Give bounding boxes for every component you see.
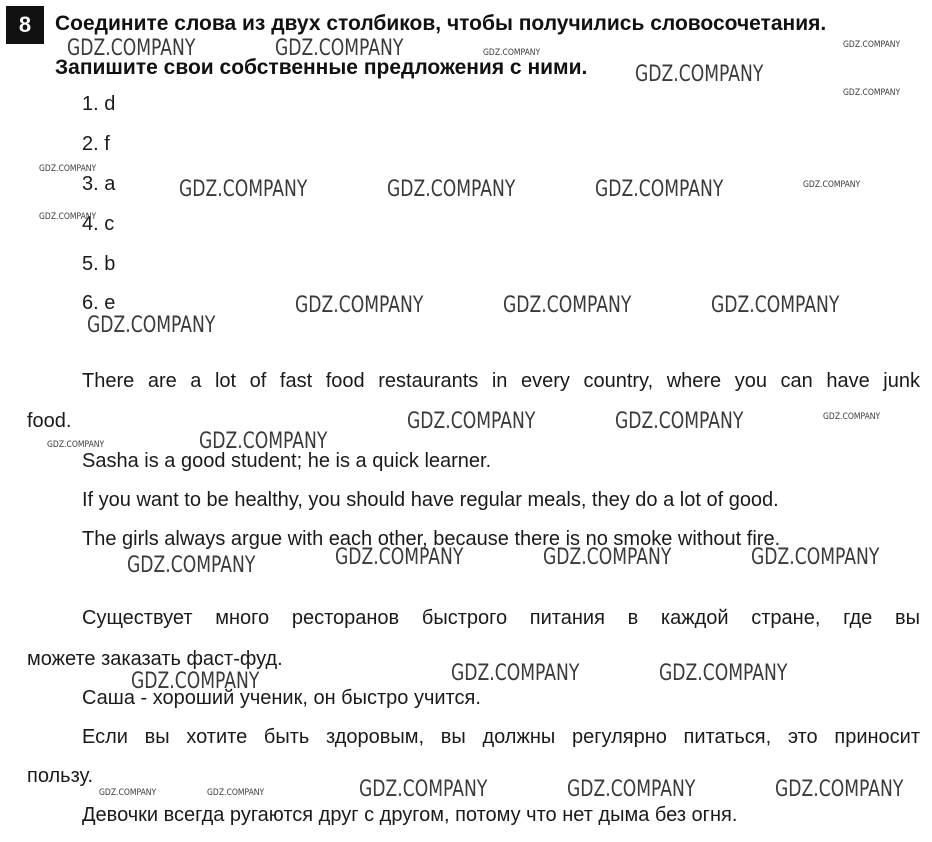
watermark: GDZ.COMPANY (387, 177, 516, 202)
answer-6: 6. e (82, 292, 116, 314)
english-sentence-3: If you want to be healthy, you should have regular meals, they do a lot of good. (82, 489, 779, 511)
english-sentence-4: The girls always argue with each other, because there is no smoke without fire. (82, 528, 781, 550)
watermark: GDZ.COMPANY (87, 313, 216, 338)
watermark: GDZ.COMPANY (615, 409, 744, 434)
watermark: GDZ.COMPANY (483, 48, 541, 58)
watermark: GDZ.COMPANY (567, 777, 696, 802)
russian-sentence-1-line-2: можете заказать фаст-фуд. (27, 648, 283, 670)
watermark: GDZ.COMPANY (595, 177, 724, 202)
watermark: GDZ.COMPANY (803, 180, 861, 190)
watermark: GDZ.COMPANY (199, 429, 328, 454)
instruction-line-2: Запишите свои собственные предложения с ними. (55, 56, 588, 79)
watermark: GDZ.COMPANY (711, 293, 840, 318)
watermark: GDZ.COMPANY (635, 62, 764, 87)
russian-sentence-4: Девочки всегда ругаются друг с другом, потому что нет дыма без огня. (82, 804, 738, 826)
watermark: GDZ.COMPANY (39, 164, 97, 174)
watermark: GDZ.COMPANY (179, 177, 308, 202)
watermark: GDZ.COMPANY (359, 777, 488, 802)
answer-4: 4. c (82, 213, 115, 235)
russian-sentence-3-line-1: Если вы хотите быть здоровым, вы должны регулярно питаться, это приносит (82, 726, 920, 748)
watermark: GDZ.COMPANY (47, 440, 105, 450)
watermark: GDZ.COMPANY (843, 88, 901, 98)
watermark: GDZ.COMPANY (131, 669, 260, 694)
english-sentence-1-line-1: There are a lot of fast food restaurants in every country, where you can have junk (82, 370, 920, 392)
watermark: GDZ.COMPANY (127, 553, 256, 578)
answer-3: 3. a (82, 173, 116, 195)
watermark: GDZ.COMPANY (407, 409, 536, 434)
watermark: GDZ.COMPANY (775, 777, 904, 802)
exercise-number: 8 (6, 6, 44, 44)
watermark: GDZ.COMPANY (207, 788, 265, 798)
watermark: GDZ.COMPANY (751, 545, 880, 570)
watermark: GDZ.COMPANY (39, 212, 97, 222)
watermark: GDZ.COMPANY (99, 788, 157, 798)
watermark: GDZ.COMPANY (295, 293, 424, 318)
watermark: GDZ.COMPANY (275, 36, 404, 61)
russian-sentence-1-line-1: Существует много ресторанов быстрого питания в каждой стране, где вы (82, 607, 920, 629)
watermark: GDZ.COMPANY (451, 661, 580, 686)
watermark: GDZ.COMPANY (67, 36, 196, 61)
watermark: GDZ.COMPANY (659, 661, 788, 686)
watermark: GDZ.COMPANY (335, 545, 464, 570)
watermark: GDZ.COMPANY (543, 545, 672, 570)
russian-sentence-2: Саша - хороший ученик, он быстро учится. (82, 687, 481, 709)
watermark: GDZ.COMPANY (823, 412, 881, 422)
english-sentence-1-line-2: food. (27, 410, 72, 432)
answer-1: 1. d (82, 93, 116, 115)
watermark: GDZ.COMPANY (843, 40, 901, 50)
answer-2: 2. f (82, 133, 110, 155)
answer-5: 5. b (82, 253, 116, 275)
english-sentence-2: Sasha is a good student; he is a quick learner. (82, 450, 492, 472)
watermark: GDZ.COMPANY (503, 293, 632, 318)
russian-sentence-3-line-2: пользу. (27, 765, 94, 787)
instruction-line-1: Соедините слова из двух столбиков, чтобы получились словосочетания. (55, 12, 827, 35)
